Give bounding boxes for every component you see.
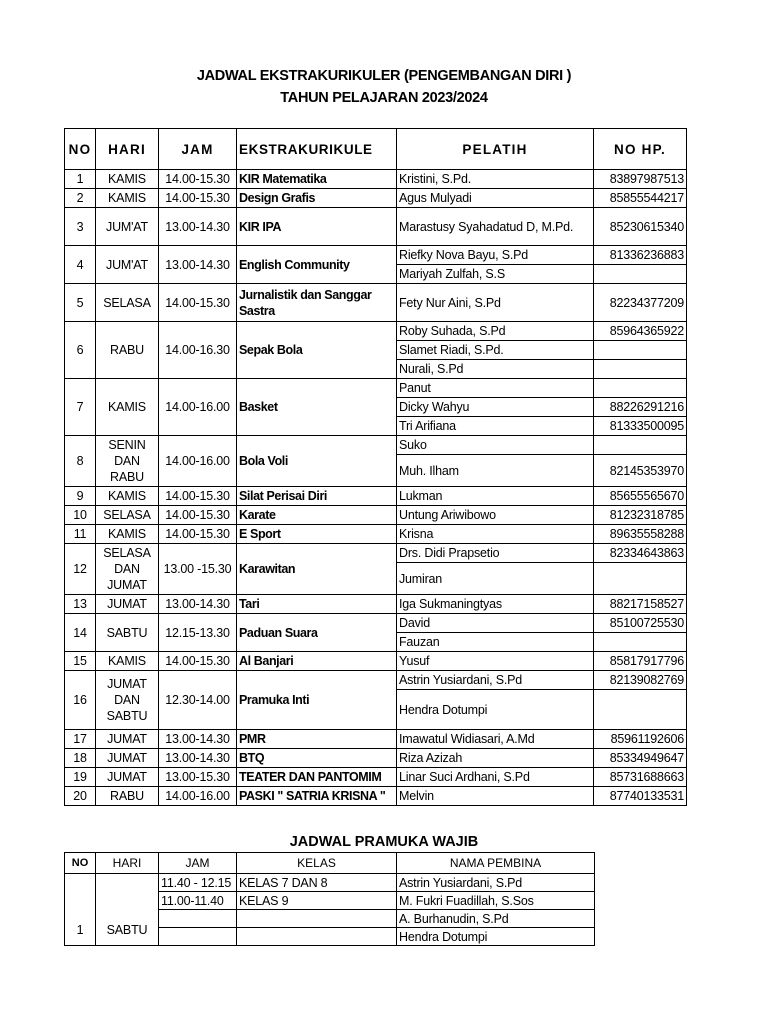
pramuka-no: 1 (65, 874, 96, 946)
row-hari: JUM'AT (96, 208, 159, 246)
pramuka-row (65, 874, 595, 892)
row-jam: 13.00-15.30 (159, 768, 237, 787)
row-pelatih: Nurali, S.Pd (397, 360, 594, 379)
table-row (65, 284, 687, 322)
row-pelatih: Melvin (397, 787, 594, 806)
pramuka-header-pembina: NAMA PEMBINA (397, 853, 595, 874)
row-no: 13 (65, 595, 96, 614)
header-no-hp: NO HP. (594, 129, 687, 170)
row-jam: 14.00-16.30 (159, 322, 237, 379)
row-ekstrakurikuler: Paduan Suara (237, 614, 397, 652)
table-row (65, 487, 687, 506)
row-hari: RABU (96, 322, 159, 379)
pramuka-jam (159, 910, 237, 928)
pramuka-jam: 11.40 - 12.15 (159, 874, 237, 892)
row-ekstrakurikuler: PMR (237, 730, 397, 749)
row-no-hp: 85731688663 (594, 768, 687, 787)
row-no: 1 (65, 170, 96, 189)
row-pelatih: Iga Sukmaningtyas (397, 595, 594, 614)
row-hari: JUMAT (96, 768, 159, 787)
row-pelatih: Hendra Dotumpi (397, 690, 594, 730)
row-ekstrakurikuler: Tari (237, 595, 397, 614)
table-row (65, 749, 687, 768)
row-pelatih: Panut (397, 379, 594, 398)
table-row (65, 525, 687, 544)
row-hari: JUMAT DAN SABTU (96, 671, 159, 730)
row-no: 10 (65, 506, 96, 525)
header-pelatih: PELATIH (397, 129, 594, 170)
header-jam: JAM (159, 129, 237, 170)
row-no-hp: 81232318785 (594, 506, 687, 525)
pramuka-header-no: NO (65, 853, 96, 874)
pramuka-header-kelas: KELAS (237, 853, 397, 874)
header-hari: HARI (96, 129, 159, 170)
row-no: 15 (65, 652, 96, 671)
row-pelatih: Dicky Wahyu (397, 398, 594, 417)
row-no-hp: 85964365922 (594, 322, 687, 341)
row-ekstrakurikuler: Al Banjari (237, 652, 397, 671)
table-row (65, 671, 687, 690)
row-hari: KAMIS (96, 189, 159, 208)
row-no: 4 (65, 246, 96, 284)
row-pelatih: David (397, 614, 594, 633)
row-pelatih: Muh. Ilham (397, 455, 594, 487)
row-pelatih: Jumiran (397, 563, 594, 595)
row-no-hp (594, 563, 687, 595)
pramuka-pembina: A. Burhanudin, S.Pd (397, 910, 595, 928)
pramuka-pembina: Hendra Dotumpi (397, 928, 595, 946)
table-row (65, 379, 687, 398)
row-pelatih: Riefky Nova Bayu, S.Pd (397, 246, 594, 265)
row-no: 11 (65, 525, 96, 544)
row-jam: 14.00-15.30 (159, 506, 237, 525)
row-hari: JUMAT (96, 749, 159, 768)
table-row (65, 652, 687, 671)
pramuka-kelas (237, 928, 397, 946)
row-pelatih: Marastusy Syahadatud D, M.Pd. (397, 208, 594, 246)
row-pelatih: Suko (397, 436, 594, 455)
row-jam: 13.00-14.30 (159, 208, 237, 246)
table-row (65, 170, 687, 189)
row-no-hp (594, 436, 687, 455)
row-pelatih: Slamet Riadi, S.Pd. (397, 341, 594, 360)
row-no-hp: 82145353970 (594, 455, 687, 487)
row-jam: 13.00 -15.30 (159, 544, 237, 595)
row-jam: 13.00-14.30 (159, 246, 237, 284)
row-jam: 13.00-14.30 (159, 749, 237, 768)
pramuka-title: JADWAL PRAMUKA WAJIB (289, 834, 479, 850)
row-jam: 13.00-14.30 (159, 595, 237, 614)
table-row (65, 787, 687, 806)
row-no-hp: 88217158527 (594, 595, 687, 614)
row-no: 3 (65, 208, 96, 246)
table-row (65, 189, 687, 208)
table-row (65, 208, 687, 246)
pramuka-hari: SABTU (96, 874, 159, 946)
row-ekstrakurikuler: Basket (237, 379, 397, 436)
row-jam: 14.00-15.30 (159, 525, 237, 544)
row-no: 18 (65, 749, 96, 768)
row-pelatih: Krisna (397, 525, 594, 544)
row-hari: JUMAT (96, 730, 159, 749)
row-hari: JUM'AT (96, 246, 159, 284)
row-ekstrakurikuler: PASKI " SATRIA KRISNA " (237, 787, 397, 806)
pramuka-header-hari: HARI (96, 853, 159, 874)
row-hari: KAMIS (96, 379, 159, 436)
row-ekstrakurikuler: TEATER DAN PANTOMIM (237, 768, 397, 787)
table-row (65, 436, 687, 455)
row-no: 7 (65, 379, 96, 436)
row-pelatih: Tri Arifiana (397, 417, 594, 436)
row-no: 5 (65, 284, 96, 322)
row-no-hp (594, 379, 687, 398)
row-no-hp: 85334949647 (594, 749, 687, 768)
row-no: 14 (65, 614, 96, 652)
table-row (65, 246, 687, 265)
row-no: 2 (65, 189, 96, 208)
row-hari: SENIN DAN RABU (96, 436, 159, 487)
row-no-hp: 85817917796 (594, 652, 687, 671)
row-jam: 14.00-15.30 (159, 487, 237, 506)
row-hari: SABTU (96, 614, 159, 652)
row-hari: SELASA (96, 284, 159, 322)
pramuka-jam (159, 928, 237, 946)
row-hari: KAMIS (96, 652, 159, 671)
row-jam: 13.00-14.30 (159, 730, 237, 749)
table-row (65, 544, 687, 563)
row-jam: 14.00-15.30 (159, 652, 237, 671)
row-no-hp: 88226291216 (594, 398, 687, 417)
row-no: 6 (65, 322, 96, 379)
row-no-hp: 85230615340 (594, 208, 687, 246)
row-pelatih: Untung Ariwibowo (397, 506, 594, 525)
pramuka-kelas: KELAS 7 DAN 8 (237, 874, 397, 892)
row-no-hp: 82234377209 (594, 284, 687, 322)
pramuka-header-row (65, 853, 595, 874)
row-jam: 14.00-15.30 (159, 170, 237, 189)
row-no-hp: 81336236883 (594, 246, 687, 265)
row-no-hp: 82334643863 (594, 544, 687, 563)
pramuka-kelas (237, 910, 397, 928)
row-ekstrakurikuler: Bola Voli (237, 436, 397, 487)
row-hari: SELASA (96, 506, 159, 525)
row-no: 9 (65, 487, 96, 506)
pramuka-header-jam: JAM (159, 853, 237, 874)
row-pelatih: Linar Suci Ardhani, S.Pd (397, 768, 594, 787)
table-row (65, 595, 687, 614)
row-pelatih: Riza Azizah (397, 749, 594, 768)
row-pelatih: Yusuf (397, 652, 594, 671)
row-ekstrakurikuler: Silat Perisai Diri (237, 487, 397, 506)
row-no-hp: 85855544217 (594, 189, 687, 208)
pramuka-pembina: M. Fukri Fuadillah, S.Sos (397, 892, 595, 910)
table-row (65, 730, 687, 749)
row-hari: SELASA DAN JUMAT (96, 544, 159, 595)
row-no-hp (594, 690, 687, 730)
row-jam: 14.00-16.00 (159, 436, 237, 487)
row-no-hp (594, 265, 687, 284)
row-no: 17 (65, 730, 96, 749)
row-no-hp (594, 341, 687, 360)
row-hari: KAMIS (96, 525, 159, 544)
row-no-hp: 82139082769 (594, 671, 687, 690)
table-row (65, 322, 687, 341)
row-no-hp: 85655565670 (594, 487, 687, 506)
row-ekstrakurikuler: Jurnalistik dan Sanggar Sastra (237, 284, 397, 322)
row-jam: 14.00-15.30 (159, 284, 237, 322)
row-ekstrakurikuler: Pramuka Inti (237, 671, 397, 730)
row-ekstrakurikuler: BTQ (237, 749, 397, 768)
row-ekstrakurikuler: Sepak Bola (237, 322, 397, 379)
row-ekstrakurikuler: Karawitan (237, 544, 397, 595)
table-header-row (65, 129, 687, 170)
header-no: NO (65, 129, 96, 170)
row-no: 8 (65, 436, 96, 487)
row-no: 16 (65, 671, 96, 730)
row-pelatih: Lukman (397, 487, 594, 506)
row-pelatih: Kristini, S.Pd. (397, 170, 594, 189)
row-hari: JUMAT (96, 595, 159, 614)
row-pelatih: Fauzan (397, 633, 594, 652)
table-row (65, 614, 687, 633)
row-pelatih: Fety Nur Aini, S.Pd (397, 284, 594, 322)
document-title: JADWAL EKSTRAKURIKULER (PENGEMBANGAN DIRI ) (196, 68, 572, 84)
row-no-hp (594, 633, 687, 652)
row-pelatih: Imawatul Widiasari, A.Md (397, 730, 594, 749)
row-hari: RABU (96, 787, 159, 806)
row-no-hp: 87740133531 (594, 787, 687, 806)
row-no-hp: 85100725530 (594, 614, 687, 633)
row-pelatih: Mariyah Zulfah, S.S (397, 265, 594, 284)
row-pelatih: Astrin Yusiardani, S.Pd (397, 671, 594, 690)
row-ekstrakurikuler: KIR IPA (237, 208, 397, 246)
row-no-hp: 89635558288 (594, 525, 687, 544)
document-subtitle: TAHUN PELAJARAN 2023/2024 (280, 90, 488, 106)
row-jam: 12.30-14.00 (159, 671, 237, 730)
row-no-hp (594, 360, 687, 379)
row-no: 20 (65, 787, 96, 806)
row-ekstrakurikuler: Design Grafis (237, 189, 397, 208)
pramuka-kelas: KELAS 9 (237, 892, 397, 910)
row-pelatih: Drs. Didi Prapsetio (397, 544, 594, 563)
row-no: 19 (65, 768, 96, 787)
row-hari: KAMIS (96, 170, 159, 189)
row-no: 12 (65, 544, 96, 595)
row-ekstrakurikuler: English Community (237, 246, 397, 284)
row-pelatih: Agus Mulyadi (397, 189, 594, 208)
table-row (65, 506, 687, 525)
pramuka-pembina: Astrin Yusiardani, S.Pd (397, 874, 595, 892)
row-jam: 14.00-15.30 (159, 189, 237, 208)
pramuka-jam: 11.00-11.40 (159, 892, 237, 910)
extracurricular-schedule-table (64, 128, 687, 806)
row-no-hp: 85961192606 (594, 730, 687, 749)
row-jam: 14.00-16.00 (159, 787, 237, 806)
row-no-hp: 83897987513 (594, 170, 687, 189)
pramuka-schedule-table (64, 852, 595, 946)
header-ekstrakurikuler: EKSTRAKURIKULE (237, 129, 397, 170)
row-pelatih: Roby Suhada, S.Pd (397, 322, 594, 341)
row-ekstrakurikuler: Karate (237, 506, 397, 525)
row-jam: 12.15-13.30 (159, 614, 237, 652)
row-ekstrakurikuler: E Sport (237, 525, 397, 544)
row-ekstrakurikuler: KIR Matematika (237, 170, 397, 189)
row-jam: 14.00-16.00 (159, 379, 237, 436)
table-row (65, 768, 687, 787)
row-no-hp: 81333500095 (594, 417, 687, 436)
row-hari: KAMIS (96, 487, 159, 506)
